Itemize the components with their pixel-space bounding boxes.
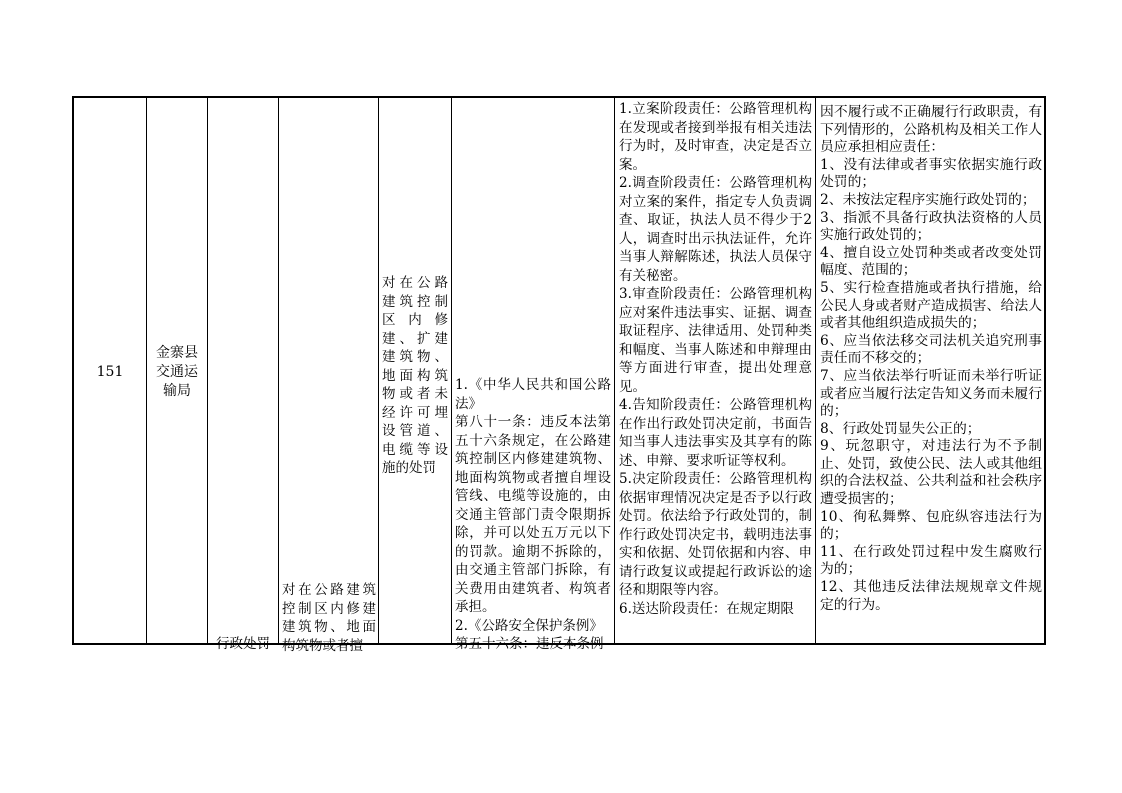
- power-category: 行政处罚: [216, 636, 270, 652]
- legal-basis: 1.《中华人民共和国公路法》 第八十一条：违反本法第五十六条规定，在公路建筑控制区内修建建筑物、地面构筑物或者擅自埋设管线、电缆等设施的，由交通主管部门责令限期拆除，并可以处五万元以下的罚款。逾期不拆除的，由交通主管部门拆除，有关费用由建筑者、构筑者承担。 2.《公路安全保护条例》 第五十六条：违反本条例: [455, 377, 611, 652]
- sub-item-cell: [279, 98, 379, 654]
- accountability-cell: [816, 98, 1046, 643]
- index-cell: [74, 98, 147, 643]
- power-list-table: [72, 96, 1046, 654]
- accountability-items: 因不履行或不正确履行行政职责，有下列情形的，公路机构及相关工作人员应承担相应责任： 1、没有法律或者事实依据实施行政处罚的； 2、未按法定程序实施行政处罚的； 3、指派不具备行政执法资格的人员实施行政处罚的； 4、擅自设立处罚种类或者改变处罚幅度、范围的； 5、实行检查措施或者执行措施，给公民人身或者财产造成损害、给法人或者其他组织造成损失的； 6、应当依法移交司法机关追究刑事责任而不移交的； 7、应当依法举行听证而未举行听证或者应当履行法定告知义务而未履行的； 8、行政处罚显失公正的； 9、玩忽职守，对违法行为不予制止、处罚，致使公民、法人或其他组织的合法权益、公共利益和社会秩序遭受损害的； 10、徇私舞弊、包庇纵容违法行为的； 11、在行政处罚过程中发生腐败行为的； 12、其他违反法律法规规章文件规定的行为。: [820, 104, 1042, 613]
- sub-item-name: 对在公路建筑控制区内修建建筑物、地面构筑物或者擅: [282, 582, 376, 654]
- matter-name: 对在公路建筑控制区内修建、扩建建筑物、地面构筑物或者未经许可埋设管道、电缆等设施的处罚: [382, 275, 448, 476]
- department-name: 金寨县交通运输局: [156, 345, 198, 399]
- department-cell: [147, 98, 208, 643]
- matter-cell: [379, 98, 452, 643]
- responsibility-cell: [615, 98, 816, 643]
- category-cell: [208, 98, 279, 652]
- responsibility-items: 1.立案阶段责任：公路管理机构在发现或者接到举报有相关违法行为时，及时审查，决定是否立案。 2.调查阶段责任：公路管理机构对立案的案件，指定专人负责调查、取证，执法人员不得少于2人，调查时出示执法证件，允许当事人辩解陈述，执法人员保守有关秘密。 3.审查阶段责任：公路管理机构应对案件违法事实、证据、调查取证程序、法律适用、处罚种类和幅度、当事人陈述和申辩理由等方面进行审查，提出处理意见。 4.告知阶段责任：公路管理机构在作出行政处罚决定前，书面告知当事人违法事实及其享有的陈述、申辩、要求听证等权利。 5.决定阶段责任：公路管理机构依据审理情况决定是否予以行政处罚。依法给予行政处罚的，制作行政处罚决定书，载明违法事实和依据、处罚依据和内容、申请行政复议或提起行政诉讼的途径和期限等内容。 6.送达阶段责任：在规定期限: [619, 101, 812, 617]
- basis-cell: [452, 98, 615, 652]
- row-index: 151: [96, 364, 124, 380]
